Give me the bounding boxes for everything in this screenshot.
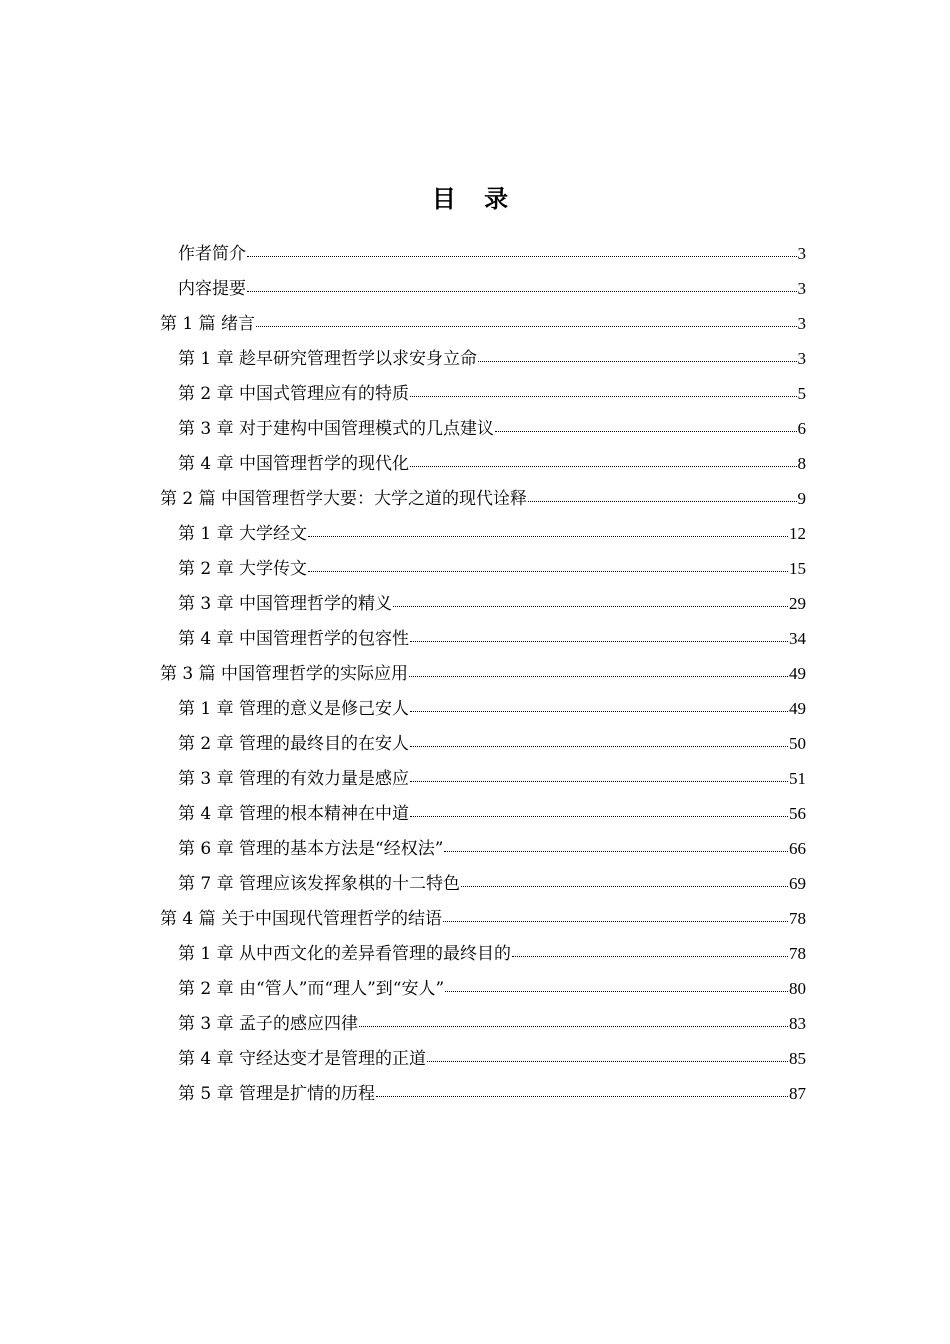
dot-leader (495, 427, 796, 432)
toc-part-entry[interactable] (160, 481, 806, 516)
dot-leader (461, 882, 788, 887)
toc-page-number: 66 (789, 839, 806, 858)
toc-chapter-entry[interactable] (160, 691, 806, 726)
toc-page-number: 78 (789, 944, 806, 963)
toc-chapter-entry[interactable] (160, 621, 806, 656)
toc-entry-label: 第 4 章 守经达变才是管理的正道 (178, 1049, 427, 1069)
dot-leader (308, 532, 788, 537)
toc-part-entry[interactable] (160, 901, 806, 936)
toc-chapter-entry[interactable] (160, 516, 806, 551)
toc-chapter-entry[interactable] (160, 761, 806, 796)
toc-chapter-entry[interactable] (160, 446, 806, 481)
toc-chapter-entry[interactable] (160, 1006, 806, 1041)
toc-page-number: 80 (789, 979, 806, 998)
dot-leader (410, 637, 788, 642)
toc-page-number: 12 (789, 524, 806, 543)
toc-entry-label: 第 3 章 孟子的感应四律 (178, 1014, 359, 1034)
dot-leader (409, 672, 788, 677)
toc-page-number: 34 (789, 629, 806, 648)
dot-leader (445, 987, 788, 992)
toc-entry-label: 第 1 章 趁早研究管理哲学以求安身立命 (178, 349, 478, 369)
toc-page-number: 8 (797, 454, 806, 473)
toc-page-number: 5 (797, 384, 806, 403)
toc-page-number: 49 (789, 699, 806, 718)
dot-leader (410, 462, 796, 467)
toc-entry-label: 第 4 章 中国管理哲学的包容性 (178, 629, 410, 649)
toc-entry-label: 第 2 章 中国式管理应有的特质 (178, 384, 410, 404)
toc-chapter-entry[interactable] (160, 586, 806, 621)
toc-page-number: 6 (797, 419, 806, 438)
toc-chapter-entry[interactable] (160, 411, 806, 446)
toc-chapter-entry[interactable] (160, 376, 806, 411)
toc-entry-label: 第 2 篇 中国管理哲学大要：大学之道的现代诠释 (160, 489, 528, 509)
toc-page-number: 78 (789, 909, 806, 928)
toc-page-number: 87 (789, 1084, 806, 1103)
toc-entry-label: 第 3 篇 中国管理哲学的实际应用 (160, 664, 409, 684)
toc-entry-label: 第 3 章 中国管理哲学的精义 (178, 594, 393, 614)
dot-leader (256, 322, 796, 327)
toc-entry-label: 第 5 章 管理是扩情的历程 (178, 1084, 376, 1104)
toc-chapter-entry[interactable] (160, 1041, 806, 1076)
toc-page-number: 83 (789, 1014, 806, 1033)
toc-entry-label: 第 1 章 从中西文化的差异看管理的最终目的 (178, 944, 512, 964)
dot-leader (427, 1057, 788, 1062)
toc-entry-label: 第 1 章 大学经文 (178, 524, 308, 544)
toc-page-number: 51 (789, 769, 806, 788)
toc-chapter-entry[interactable] (160, 971, 806, 1006)
toc-entry-label: 第 4 章 管理的根本精神在中道 (178, 804, 410, 824)
toc-page-number: 69 (789, 874, 806, 893)
dot-leader (443, 917, 788, 922)
toc-chapter-entry[interactable] (160, 1076, 806, 1111)
toc-entry-label: 第 1 章 管理的意义是修己安人 (178, 699, 410, 719)
toc-page-number: 15 (789, 559, 806, 578)
dot-leader (410, 812, 788, 817)
toc-page-number: 3 (797, 349, 806, 368)
toc-part-entry[interactable] (160, 306, 806, 341)
toc-entry-label: 第 4 篇 关于中国现代管理哲学的结语 (160, 909, 443, 929)
toc-page-number: 3 (797, 279, 806, 298)
toc-title: 目 录 (431, 184, 519, 213)
dot-leader (393, 602, 788, 607)
dot-leader (410, 707, 788, 712)
toc-page-number: 85 (789, 1049, 806, 1068)
toc-entry-label: 内容提要 (178, 279, 246, 299)
toc-entry-label: 第 6 章 管理的基本方法是“经权法” (178, 839, 444, 859)
toc-chapter-entry[interactable] (160, 796, 806, 831)
toc-part-entry[interactable] (160, 656, 806, 691)
dot-leader (528, 497, 796, 502)
toc-chapter-entry[interactable] (160, 271, 806, 306)
toc-entry-label: 第 1 篇 绪言 (160, 314, 256, 334)
dot-leader (410, 392, 796, 397)
dot-leader (512, 952, 788, 957)
toc-chapter-entry[interactable] (160, 866, 806, 901)
dot-leader (410, 742, 788, 747)
toc-page-number: 3 (797, 244, 806, 263)
toc-entry-label: 第 3 章 对于建构中国管理模式的几点建议 (178, 419, 495, 439)
toc-chapter-entry[interactable] (160, 726, 806, 761)
toc-chapter-entry[interactable] (160, 236, 806, 271)
toc-page-number: 56 (789, 804, 806, 823)
dot-leader (247, 252, 797, 257)
dot-leader (376, 1092, 788, 1097)
toc-chapter-entry[interactable] (160, 831, 806, 866)
dot-leader (444, 847, 788, 852)
toc-entry-label: 第 7 章 管理应该发挥象棋的十二特色 (178, 874, 461, 894)
toc-page-number: 29 (789, 594, 806, 613)
dot-leader (308, 567, 788, 572)
dot-leader (410, 777, 788, 782)
toc-entry-label: 第 2 章 大学传文 (178, 559, 308, 579)
toc-chapter-entry[interactable] (160, 936, 806, 971)
toc-entry-label: 作者简介 (178, 244, 246, 264)
dot-leader (478, 357, 796, 362)
toc-entry-label: 第 4 章 中国管理哲学的现代化 (178, 454, 410, 474)
dot-leader (247, 287, 797, 292)
toc-entry-label: 第 3 章 管理的有效力量是感应 (178, 769, 410, 789)
toc-page-number: 3 (797, 314, 806, 333)
dot-leader (359, 1022, 788, 1027)
toc-page-number: 49 (789, 664, 806, 683)
toc-entry-label: 第 2 章 由“管人”而“理人”到“安人” (178, 979, 445, 999)
toc-chapter-entry[interactable] (160, 341, 806, 376)
table-of-contents (160, 236, 806, 1111)
toc-entry-label: 第 2 章 管理的最终目的在安人 (178, 734, 410, 754)
toc-page-number: 9 (797, 489, 806, 508)
toc-page-number: 50 (789, 734, 806, 753)
toc-chapter-entry[interactable] (160, 551, 806, 586)
